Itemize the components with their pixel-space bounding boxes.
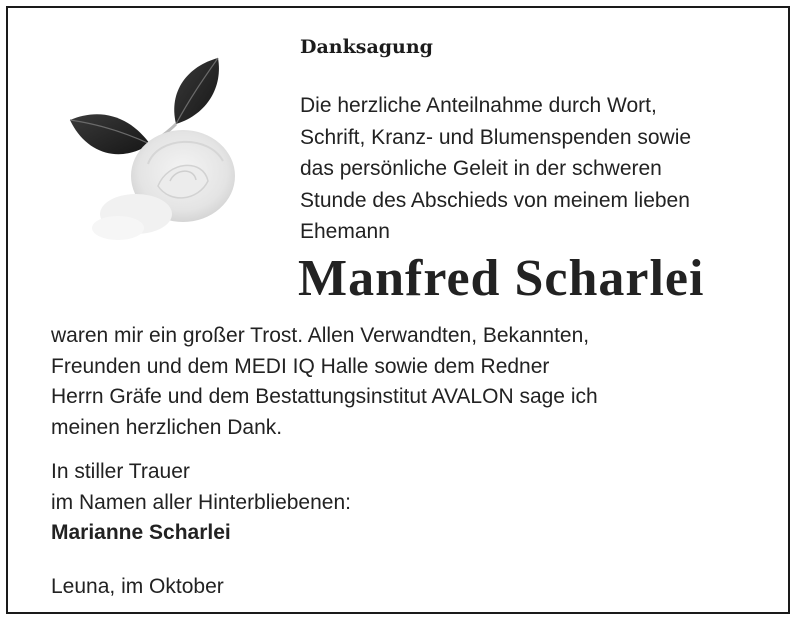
intro-line: Die herzliche Anteilnahme durch Wort,	[300, 94, 657, 117]
obituary-notice-card	[6, 6, 790, 614]
closing-line: im Namen aller Hinterbliebenen:	[51, 490, 351, 514]
closing-block	[51, 457, 351, 549]
thanks-paragraph	[51, 321, 771, 443]
thanks-line: Freunden und dem MEDI IQ Halle sowie dem Redner	[51, 354, 550, 378]
signer-name: Marianne Scharlei	[51, 521, 231, 544]
thanks-line: Herrn Gräfe und dem Bestattungsinstitut AVALON sage ich	[51, 385, 598, 408]
closing-line: In stiller Trauer	[51, 460, 190, 483]
intro-line: Schrift, Kranz- und Blumenspenden sowie	[300, 125, 692, 149]
deceased-name: Manfred Scharlei	[298, 250, 705, 307]
thanks-line: meinen herzlichen Dank.	[51, 415, 283, 439]
intro-line: Ehemann	[300, 220, 390, 243]
white-rose-icon	[58, 36, 258, 256]
intro-line: Stunde des Abschieds von meinem lieben	[300, 188, 690, 212]
place-date: Leuna, im Oktober	[51, 575, 224, 598]
intro-paragraph	[300, 90, 770, 248]
intro-line: das persönliche Geleit in der schweren	[300, 157, 662, 180]
thanks-line: waren mir ein großer Trost. Allen Verwandten, Bekannten,	[51, 324, 590, 347]
notice-title: Danksagung	[300, 36, 433, 58]
